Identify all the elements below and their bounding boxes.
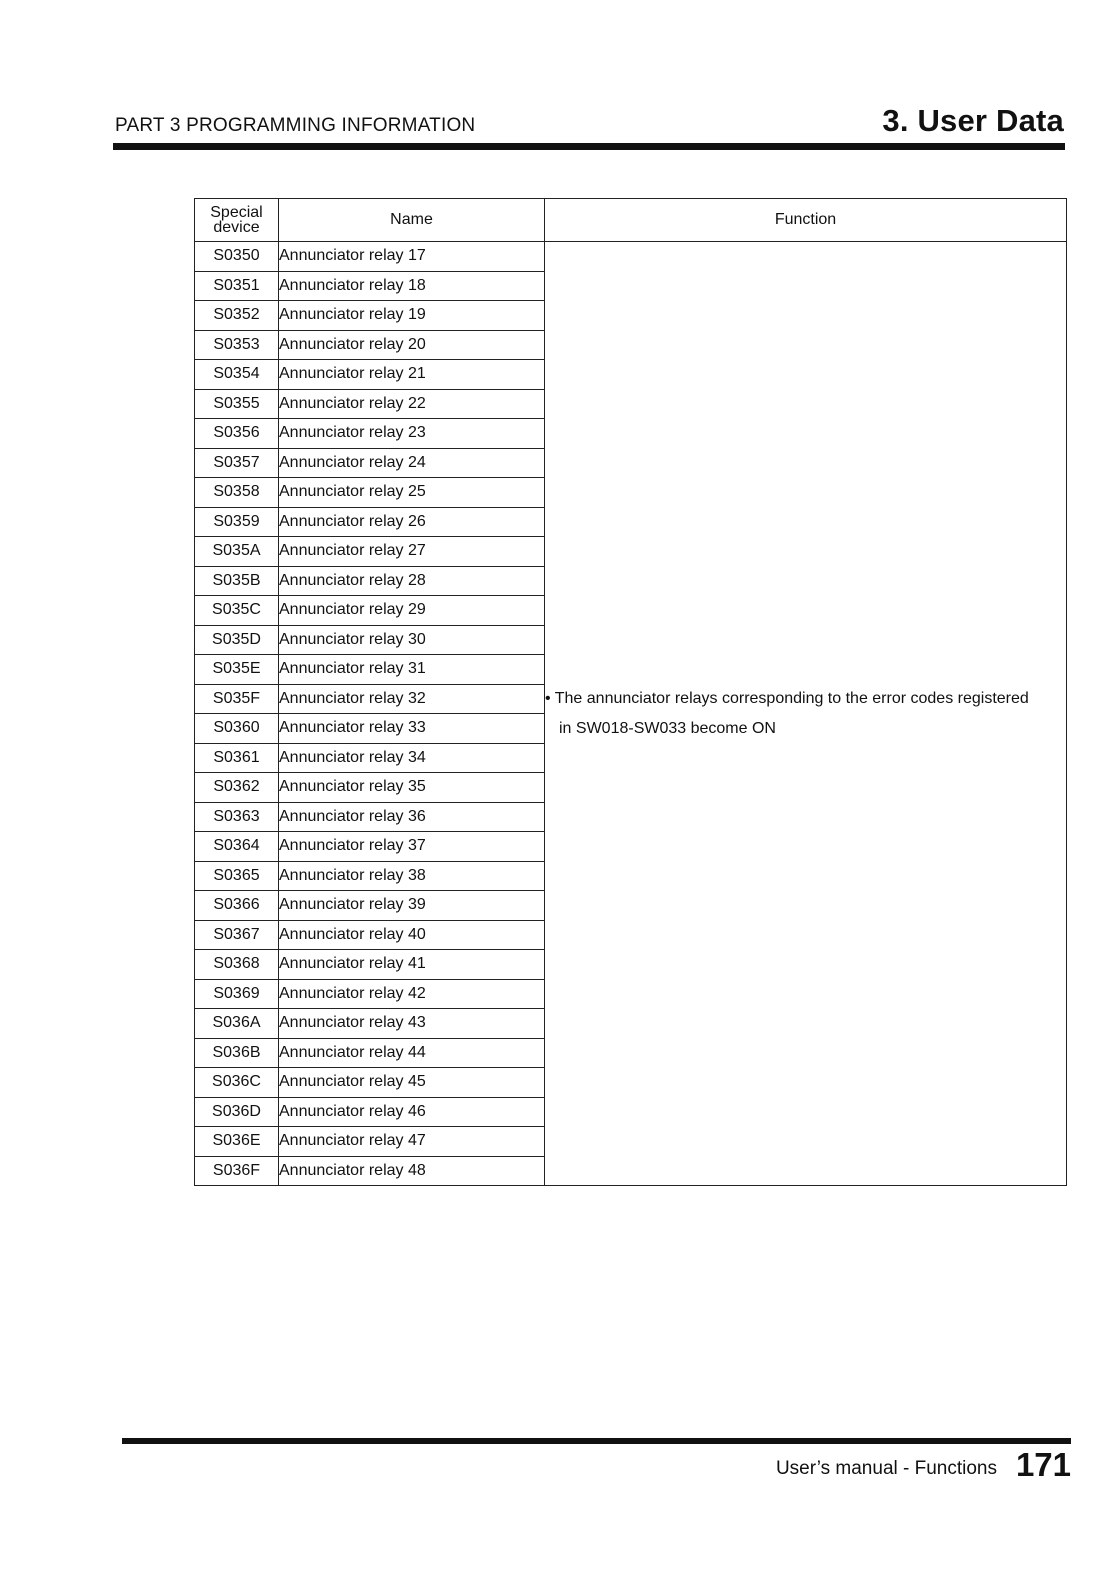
name-cell: Annunciator relay 37 [279, 832, 545, 862]
name-cell: Annunciator relay 43 [279, 1009, 545, 1039]
name-cell: Annunciator relay 44 [279, 1038, 545, 1068]
name-cell: Annunciator relay 38 [279, 861, 545, 891]
special-device-cell: S035B [195, 566, 279, 596]
special-device-cell: S0367 [195, 920, 279, 950]
name-cell: Annunciator relay 19 [279, 301, 545, 331]
name-cell: Annunciator relay 40 [279, 920, 545, 950]
name-cell: Annunciator relay 45 [279, 1068, 545, 1098]
name-cell: Annunciator relay 36 [279, 802, 545, 832]
special-device-cell: S0354 [195, 360, 279, 390]
function-description-cell [545, 242, 1067, 1186]
name-cell: Annunciator relay 32 [279, 684, 545, 714]
special-device-cell: S036F [195, 1156, 279, 1186]
header-special-device-line1: Special [210, 204, 263, 221]
name-cell: Annunciator relay 27 [279, 537, 545, 567]
name-cell: Annunciator relay 28 [279, 566, 545, 596]
special-device-cell: S0355 [195, 389, 279, 419]
special-device-cell: S035A [195, 537, 279, 567]
special-device-cell: S0361 [195, 743, 279, 773]
special-device-cell: S0363 [195, 802, 279, 832]
name-cell: Annunciator relay 34 [279, 743, 545, 773]
special-device-cell: S0368 [195, 950, 279, 980]
header-special-device-line2: device [213, 219, 260, 236]
special-device-cell: S0350 [195, 242, 279, 272]
header-rule [113, 143, 1065, 150]
name-cell: Annunciator relay 25 [279, 478, 545, 508]
special-device-cell: S0369 [195, 979, 279, 1009]
special-device-cell: S0357 [195, 448, 279, 478]
function-text-line2: in SW018-SW033 become ON [559, 719, 776, 737]
name-cell: Annunciator relay 46 [279, 1097, 545, 1127]
name-cell: Annunciator relay 41 [279, 950, 545, 980]
chapter-title: 3. User Data [882, 103, 1064, 138]
special-device-cell: S0366 [195, 891, 279, 921]
name-cell: Annunciator relay 26 [279, 507, 545, 537]
special-device-table [194, 198, 1067, 1186]
manual-title: User’s manual - Functions [775, 1458, 997, 1479]
page-number: 171 [1015, 1446, 1071, 1483]
special-device-cell: S0362 [195, 773, 279, 803]
name-cell: Annunciator relay 35 [279, 773, 545, 803]
special-device-cell: S0352 [195, 301, 279, 331]
special-device-cell: S0353 [195, 330, 279, 360]
header-special-device [195, 199, 279, 242]
table-body [195, 242, 1067, 1186]
function-text-line1: • The annunciator relays corresponding to the error codes registered [545, 689, 1029, 707]
special-device-cell: S036A [195, 1009, 279, 1039]
special-device-cell: S0356 [195, 419, 279, 449]
name-cell: Annunciator relay 29 [279, 596, 545, 626]
special-device-cell: S035F [195, 684, 279, 714]
name-cell: Annunciator relay 20 [279, 330, 545, 360]
name-cell: Annunciator relay 33 [279, 714, 545, 744]
special-device-cell: S0364 [195, 832, 279, 862]
name-cell: Annunciator relay 23 [279, 419, 545, 449]
special-device-cell: S036C [195, 1068, 279, 1098]
name-cell: Annunciator relay 17 [279, 242, 545, 272]
name-cell: Annunciator relay 31 [279, 655, 545, 685]
name-cell: Annunciator relay 21 [279, 360, 545, 390]
special-device-cell: S035C [195, 596, 279, 626]
special-device-cell: S035D [195, 625, 279, 655]
special-device-cell: S036E [195, 1127, 279, 1157]
header-name: Name [279, 199, 545, 242]
section-title: PART 3 PROGRAMMING INFORMATION [115, 115, 476, 136]
name-cell: Annunciator relay 24 [279, 448, 545, 478]
special-device-cell: S036D [195, 1097, 279, 1127]
name-cell: Annunciator relay 22 [279, 389, 545, 419]
special-device-cell: S0360 [195, 714, 279, 744]
name-cell: Annunciator relay 39 [279, 891, 545, 921]
footer-rule [122, 1438, 1071, 1444]
table-header-row [195, 199, 1067, 242]
header-function: Function [545, 199, 1067, 242]
special-device-cell: S0365 [195, 861, 279, 891]
table-row [195, 242, 1067, 272]
special-device-cell: S0358 [195, 478, 279, 508]
name-cell: Annunciator relay 18 [279, 271, 545, 301]
name-cell: Annunciator relay 30 [279, 625, 545, 655]
name-cell: Annunciator relay 48 [279, 1156, 545, 1186]
name-cell: Annunciator relay 47 [279, 1127, 545, 1157]
special-device-cell: S0351 [195, 271, 279, 301]
special-device-cell: S036B [195, 1038, 279, 1068]
name-cell: Annunciator relay 42 [279, 979, 545, 1009]
special-device-cell: S0359 [195, 507, 279, 537]
special-device-cell: S035E [195, 655, 279, 685]
